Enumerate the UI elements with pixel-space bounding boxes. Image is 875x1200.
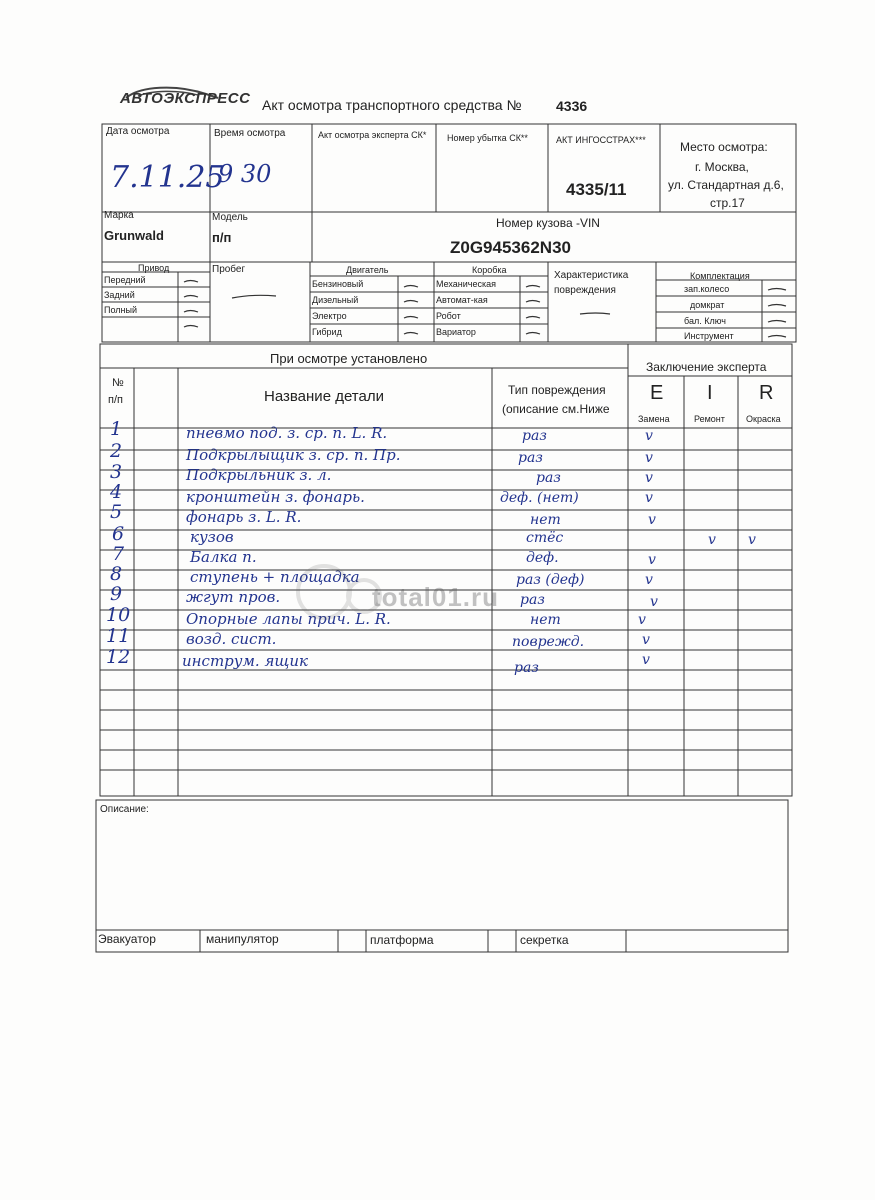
page-title: Акт осмотра транспортного средства № [262,97,522,113]
part-name: Балка п. [190,548,257,566]
engine-title: Двигатель [346,265,389,275]
gearbox-item-robot: Робот [436,311,461,321]
brand-value: Grunwald [104,228,164,243]
row-number: 10 [106,604,131,626]
drive-item-rear: Задний [104,290,135,300]
description-area[interactable] [97,818,787,928]
engine-item-diesel: Дизельный [312,295,359,305]
gearbox-title: Коробка [472,265,507,275]
replace-mark: v [642,632,650,648]
replace-mark: v [642,652,650,668]
damage-type: деф. [526,550,559,566]
part-name: ступень + площадка [190,568,360,586]
col-damage-1: Тип повреждения [508,383,606,397]
row-number: 12 [106,646,131,668]
date-label: Дата осмотра [106,126,170,137]
place-line-3: стр.17 [710,196,745,210]
model-label: Модель [212,212,248,223]
paint-mark: v [748,532,756,548]
row-number: 6 [112,523,125,545]
col-r-sub: Окраска [746,414,781,424]
place-label: Место осмотра: [680,140,768,154]
replace-mark: v [645,490,653,506]
service-platform: платформа [370,933,434,947]
col-e: E [650,382,664,404]
act-number: 4336 [556,98,588,114]
equipment-item-wrench: бал. Ключ [684,316,726,326]
vin-value: Z0G945362N30 [450,238,571,257]
damage-type: раз [514,660,539,676]
drive-title: Привод [138,263,170,273]
part-name: пневмо под. з. ср. п. L. R. [186,424,388,442]
ingos-value: 4335/11 [566,180,627,199]
conclusion-title: Заключение эксперта [646,360,767,374]
damage-type: нет [530,612,561,628]
place-line-1: г. Москва, [695,160,749,174]
damage-type: поврежд. [512,634,585,650]
damage-type: раз (деф) [516,572,585,588]
row-number: 8 [110,563,123,585]
damage-type: нет [530,512,561,528]
drive-item-all: Полный [104,305,137,315]
part-name: возд. сист. [186,630,277,648]
replace-mark: v [638,612,646,628]
gearbox-item-manual: Механическая [436,279,497,289]
row-number: 5 [110,501,123,523]
damage-type: деф. (нет) [500,490,579,506]
gearbox-item-cvt: Вариатор [436,327,476,337]
time-label: Время осмотра [214,128,286,139]
part-name: фонарь з. L. R. [186,508,302,526]
equipment-title: Комплектация [690,271,750,281]
damage-type: раз [520,592,545,608]
col-i-sub: Ремонт [694,414,725,424]
gearbox-item-auto: Автомат-кая [436,295,488,305]
part-name: кузов [190,528,234,546]
model-value: п/п [212,230,232,245]
part-name: Подкрылыщик з. ср. п. Пр. [186,446,401,464]
damage-type: стёс [526,530,564,546]
replace-mark: v [645,572,653,588]
engine-item-electric: Электро [312,311,347,321]
engine-item-petrol: Бензиновый [312,279,364,289]
mileage-label: Пробег [212,264,246,275]
part-name: Подкрыльник з. л. [186,466,332,484]
service-manipulator: манипулятор [206,932,279,946]
col-no-1: № [112,377,124,389]
col-no-2: п/п [108,394,123,406]
row-number: 4 [110,481,123,503]
service-secret-bolt: секретка [520,933,569,947]
engine-item-hybrid: Гибрид [312,327,342,337]
replace-mark: v [648,552,656,568]
loss-number-label: Номер убытка СК** [447,133,528,143]
repair-mark: v [708,532,716,548]
drive-item-front: Передний [104,275,146,285]
watermark-text: total01.ru [372,582,500,612]
replace-mark: v [645,470,653,486]
logo-text: АВТОЭКСПРЕСС [120,90,251,107]
col-name: Название детали [264,388,384,405]
col-e-sub: Замена [638,414,670,424]
row-number: 2 [110,440,123,462]
equipment-item-jack: домкрат [690,300,725,310]
place-line-2: ул. Стандартная д.6, [668,178,784,192]
part-name: Опорные лапы прич. L. R. [186,610,391,628]
service-evacuator: Эвакуатор [98,932,156,946]
part-name: жгут пров. [186,588,281,606]
ingos-label: АКТ ИНГОССТРАХ*** [556,135,646,145]
damage-type: раз [536,470,561,486]
findings-title: При осмотре установлено [270,351,428,366]
row-number: 7 [112,543,125,565]
part-name: кронштейн з. фонарь. [186,488,365,506]
brand-label: Марка [104,210,134,221]
description-label: Описание: [100,804,149,815]
row-number: 3 [110,461,123,483]
time-value: 9 30 [218,160,272,188]
replace-mark: v [650,594,658,610]
part-name: инструм. ящик [182,652,309,670]
row-number: 11 [106,625,131,647]
damage-type: раз [518,450,543,466]
equipment-item-spare-wheel: зап.колесо [684,284,730,294]
replace-mark: v [645,450,653,466]
expert-act-label: Акт осмотра эксперта СК* [318,130,427,140]
damage-char-label-1: Характеристика [554,270,629,281]
col-i: I [707,382,713,404]
replace-mark: v [645,428,653,444]
replace-mark: v [648,512,656,528]
row-number: 9 [110,583,123,605]
row-number: 1 [110,418,123,440]
vin-label: Номер кузова -VIN [496,216,600,230]
equipment-item-tools: Инструмент [684,331,734,341]
col-r: R [759,382,774,404]
date-value: 7.11.25 [110,160,225,195]
col-damage-2: (описание см.Ниже [502,402,610,416]
damage-type: раз [522,428,547,444]
damage-char-label-2: повреждения [554,285,616,296]
